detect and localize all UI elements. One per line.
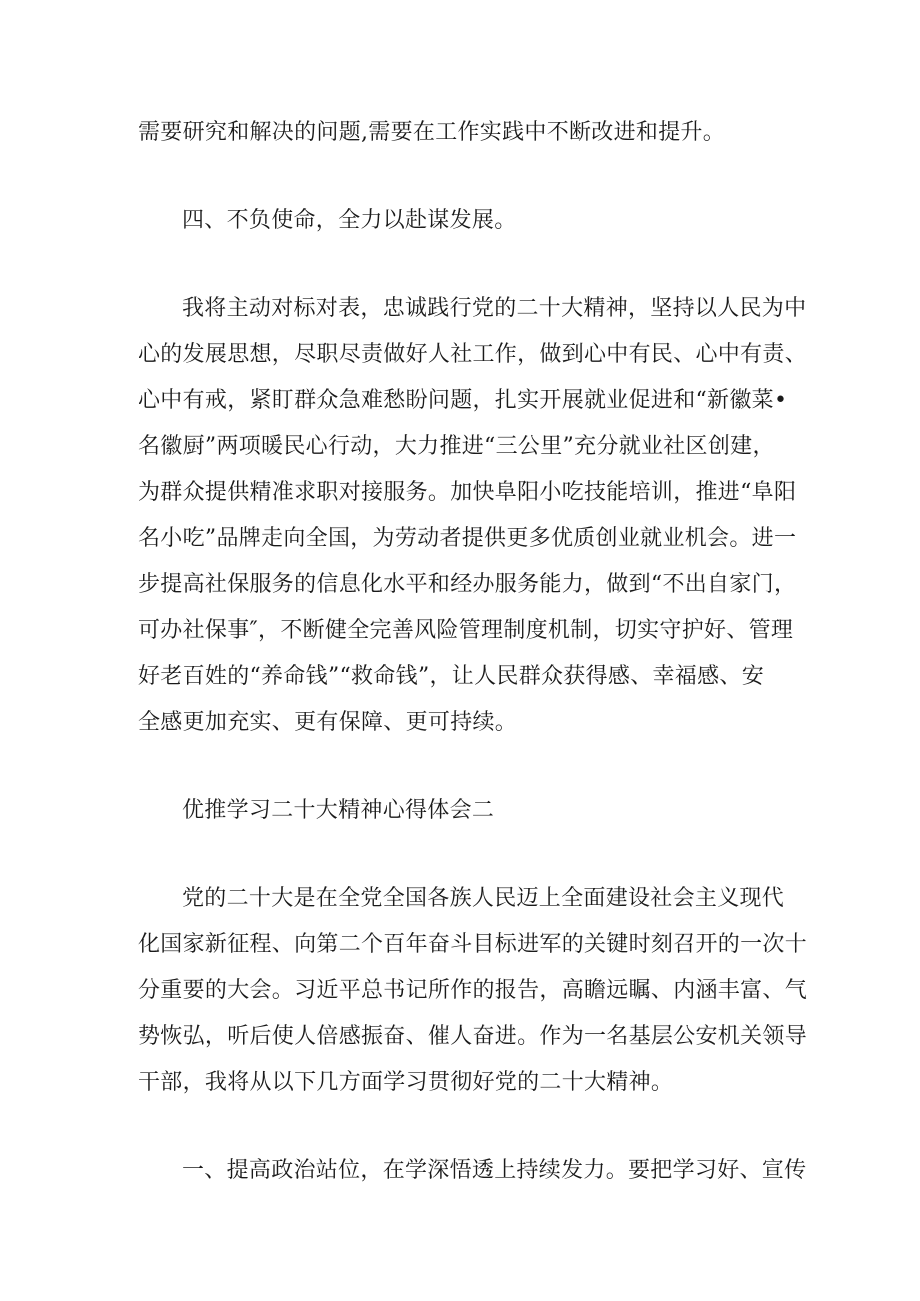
paragraph-line: 干部，我将从以下几方面学习贯彻好党的二十大精神。 [138,1070,674,1095]
paragraph-line: 分重要的大会。习近平总书记所作的报告，高瞻远瞩、内涵丰富、气 [138,978,808,1003]
paragraph-line: 化国家新征程、向第二个百年奋斗目标进军的关键时刻召开的一次十 [138,932,808,957]
paragraph-line: 可办社保事″，不断健全完善风险管理制度机制，切实守护好、管理 [138,618,794,643]
paragraph-line: 为群众提供精准求职对接服务。加快阜阳小吃技能培训，推进“阜阳 [138,480,797,505]
article-title: 优推学习二十大精神心得体会二 [182,798,495,823]
paragraph-line: 名小吃”品牌走向全国，为劳动者提供更多优质创业就业机会。进一 [138,526,797,551]
section-heading: 一、提高政治站位，在学深悟透上持续发力。要把学习好、宣传 [182,1158,807,1183]
paragraph-line: 全感更加充实、更有保障、更可持续。 [138,710,518,735]
paragraph-line: 党的二十大是在全党全国各族人民迈上全面建设社会主义现代 [182,886,785,911]
section-heading: 四、不负使命，全力以赴谋发展。 [182,208,517,233]
paragraph-line: 步提高社保服务的信息化水平和经办服务能力，做到“不出自家门， [138,572,797,597]
paragraph-line: 名徽厨”两项暖民心行动，大力推进“三公里”充分就业社区创建， [138,434,775,459]
paragraph-line: 心中有戒，紧盯群众急难愁盼问题，扎实开展就业促进和“新徽菜• [138,388,788,413]
paragraph-line: 需要研究和解决的问题,需要在工作实践中不断改进和提升。 [138,120,726,145]
paragraph-line: 心的发展思想，尽职尽责做好人社工作，做到心中有民、心中有责、 [138,342,808,367]
paragraph-line: 势恢弘，听后使人倍感振奋、催人奋进。作为一名基层公安机关领导 [138,1024,808,1049]
paragraph-line: 我将主动对标对表，忠诚践行党的二十大精神，坚持以人民为中 [182,296,807,321]
paragraph-line: 好老百姓的“养命钱”“救命钱”，让人民群众获得感、幸福感、安 [138,664,764,689]
